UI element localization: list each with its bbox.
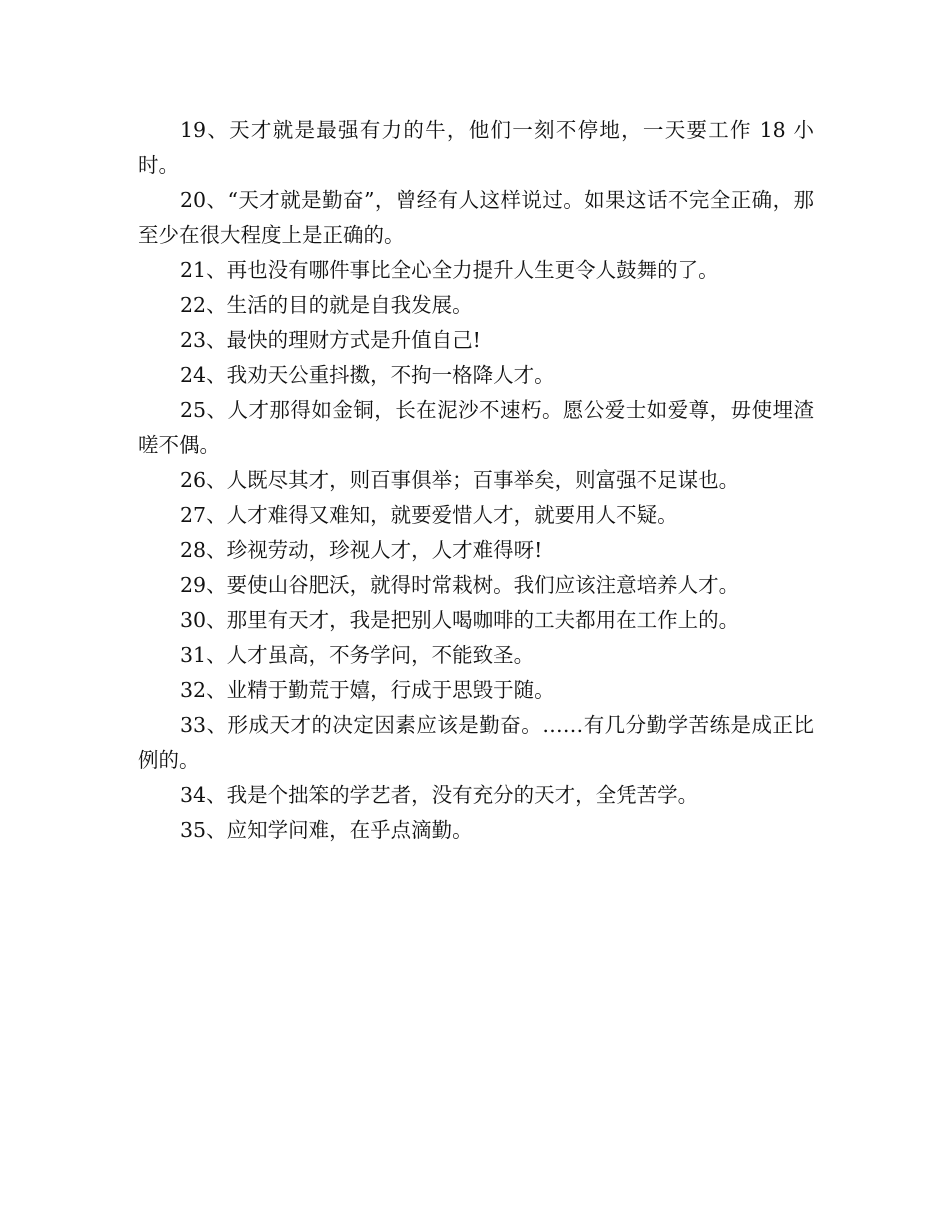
quote-paragraph-28: 28、珍视劳动，珍视人才，人才难得呀! — [180, 538, 543, 562]
quote-paragraph-30: 30、那里有天才，我是把别人喝咖啡的工夫都用在工作上的。 — [180, 608, 740, 632]
quote-paragraph-32: 32、业精于勤荒于嬉，行成于思毁于随。 — [180, 678, 555, 702]
quote-paragraph-33: 33、形成天才的决定因素应该是勤奋。……有几分勤学苦练是成正比例的。 — [138, 713, 814, 772]
quote-paragraph-34: 34、我是个拙笨的学艺者，没有充分的天才，全凭苦学。 — [180, 783, 699, 807]
quote-paragraph-26: 26、人既尽其才，则百事俱举；百事举矣，则富强不足谋也。 — [180, 468, 740, 492]
quote-paragraph-21: 21、再也没有哪件事比全心全力提升人生更令人鼓舞的了。 — [180, 258, 719, 282]
quote-paragraph-23: 23、最快的理财方式是升值自己! — [180, 328, 481, 352]
quote-paragraph-20: 20、“天才就是勤奋”，曾经有人这样说过。如果这话不完全正确，那至少在很大程度上是正确的。 — [138, 188, 814, 247]
document-body — [138, 113, 814, 848]
quote-paragraph-24: 24、我劝天公重抖擞，不拘一格降人才。 — [180, 363, 555, 387]
quote-paragraph-29: 29、要使山谷肥沃，就得时常栽树。我们应该注意培养人才。 — [180, 573, 740, 597]
quote-paragraph-27: 27、人才难得又难知，就要爱惜人才，就要用人不疑。 — [180, 503, 678, 527]
quote-paragraph-31: 31、人才虽高，不务学问，不能致圣。 — [180, 643, 535, 667]
quote-paragraph-25: 25、人才那得如金铜，长在泥沙不速朽。愿公爱士如爱尊，毋使埋渣嗟不偶。 — [138, 398, 814, 457]
quote-paragraph-35: 35、应知学问难，在乎点滴勤。 — [180, 818, 473, 842]
quote-paragraph-22: 22、生活的目的就是自我发展。 — [180, 293, 473, 317]
quote-paragraph-19: 19、天才就是最强有力的牛，他们一刻不停地，一天要工作 18 小时。 — [138, 118, 814, 177]
